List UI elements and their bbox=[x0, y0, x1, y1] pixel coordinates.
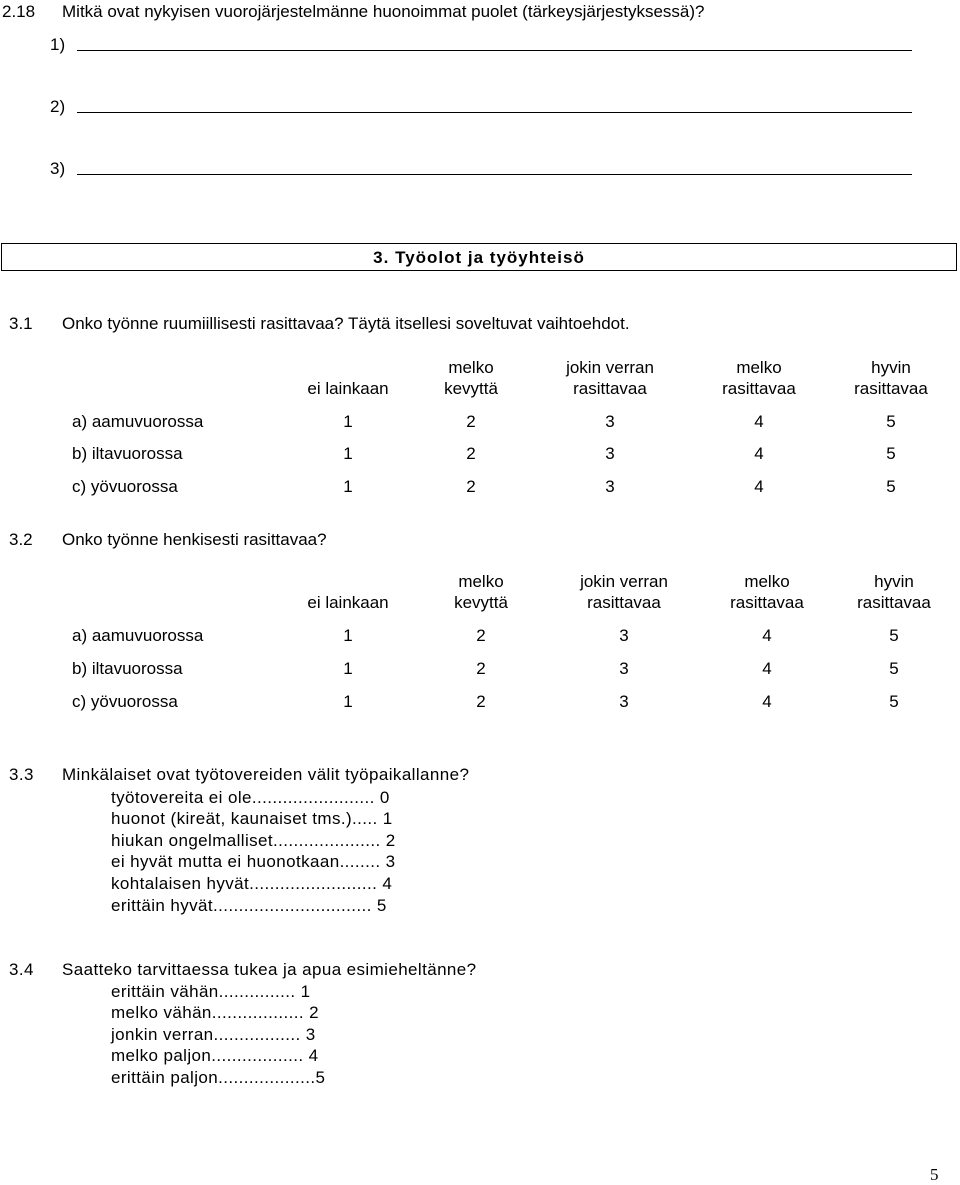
row-label: b) iltavuorossa bbox=[72, 444, 183, 463]
option-3[interactable]: 3 bbox=[605, 444, 615, 463]
column-header: ei lainkaan bbox=[307, 379, 389, 398]
question-number: 3.2 bbox=[9, 530, 33, 549]
option-2[interactable]: 2 bbox=[476, 659, 486, 678]
option-item[interactable]: erittäin paljon...................5 bbox=[111, 1068, 326, 1087]
answer-line-3[interactable] bbox=[77, 174, 912, 175]
option-item[interactable]: melko vähän.................. 2 bbox=[111, 1003, 319, 1022]
option-3[interactable]: 3 bbox=[619, 626, 629, 645]
option-item[interactable]: erittäin hyvät............................... 5 bbox=[111, 896, 387, 915]
option-1[interactable]: 1 bbox=[343, 626, 353, 645]
option-1[interactable]: 1 bbox=[343, 412, 353, 431]
option-4[interactable]: 4 bbox=[754, 477, 764, 496]
option-4[interactable]: 4 bbox=[762, 692, 772, 711]
option-4[interactable]: 4 bbox=[762, 626, 772, 645]
option-2[interactable]: 2 bbox=[476, 692, 486, 711]
answer-label-2: 2) bbox=[50, 97, 66, 116]
option-item[interactable]: erittäin vähän............... 1 bbox=[111, 982, 311, 1001]
option-item[interactable]: melko paljon.................. 4 bbox=[111, 1046, 319, 1065]
column-header: ei lainkaan bbox=[307, 593, 389, 612]
column-header: hyvin rasittavaa bbox=[854, 358, 928, 398]
option-5[interactable]: 5 bbox=[889, 692, 899, 711]
column-header: melko kevyttä bbox=[444, 358, 498, 398]
question-text: Saatteko tarvittaessa tukea ja apua esimieheltänne? bbox=[62, 960, 477, 979]
option-5[interactable]: 5 bbox=[886, 477, 896, 496]
answer-label-3: 3) bbox=[50, 159, 66, 178]
question-text: Onko työnne ruumiillisesti rasittavaa? Täytä itsellesi soveltuvat vaihtoehdot. bbox=[62, 314, 630, 333]
row-label: b) iltavuorossa bbox=[72, 659, 183, 678]
section-title: 3. Työolot ja työyhteisö bbox=[373, 248, 585, 267]
option-2[interactable]: 2 bbox=[466, 444, 476, 463]
row-label: c) yövuorossa bbox=[72, 692, 178, 711]
option-1[interactable]: 1 bbox=[343, 444, 353, 463]
row-label: a) aamuvuorossa bbox=[72, 626, 204, 645]
answer-label-1: 1) bbox=[50, 35, 66, 54]
column-header: jokin verran rasittavaa bbox=[566, 358, 654, 398]
question-text: Mitkä ovat nykyisen vuorojärjestelmänne huonoimmat puolet (tärkeysjärjestyksessä)? bbox=[62, 2, 705, 21]
option-4[interactable]: 4 bbox=[754, 412, 764, 431]
option-1[interactable]: 1 bbox=[343, 477, 353, 496]
column-header: melko rasittavaa bbox=[722, 358, 796, 398]
row-label: a) aamuvuorossa bbox=[72, 412, 204, 431]
option-2[interactable]: 2 bbox=[476, 626, 486, 645]
option-item[interactable]: kohtalaisen hyvät......................... 4 bbox=[111, 874, 393, 893]
question-number: 3.1 bbox=[9, 314, 33, 333]
option-5[interactable]: 5 bbox=[889, 659, 899, 678]
option-item[interactable]: huonot (kireät, kaunaiset tms.)..... 1 bbox=[111, 809, 393, 828]
question-number: 3.3 bbox=[9, 765, 34, 784]
answer-line-1[interactable] bbox=[77, 50, 912, 51]
question-text: Onko työnne henkisesti rasittavaa? bbox=[62, 530, 327, 549]
option-item[interactable]: ei hyvät mutta ei huonotkaan........ 3 bbox=[111, 852, 396, 871]
option-1[interactable]: 1 bbox=[343, 692, 353, 711]
option-5[interactable]: 5 bbox=[889, 626, 899, 645]
option-3[interactable]: 3 bbox=[619, 692, 629, 711]
question-number: 3.4 bbox=[9, 960, 34, 979]
row-label: c) yövuorossa bbox=[72, 477, 178, 496]
option-3[interactable]: 3 bbox=[605, 412, 615, 431]
answer-line-2[interactable] bbox=[77, 112, 912, 113]
option-4[interactable]: 4 bbox=[754, 444, 764, 463]
column-header: jokin verran rasittavaa bbox=[580, 572, 668, 612]
option-5[interactable]: 5 bbox=[886, 444, 896, 463]
option-item[interactable]: hiukan ongelmalliset..................... 2 bbox=[111, 831, 396, 850]
section-header bbox=[1, 243, 957, 271]
question-number: 2.18 bbox=[2, 2, 36, 21]
column-header: melko kevyttä bbox=[454, 572, 508, 612]
page-number: 5 bbox=[930, 1165, 939, 1184]
option-item[interactable]: työtovereita ei ole........................ 0 bbox=[111, 788, 390, 807]
option-3[interactable]: 3 bbox=[605, 477, 615, 496]
option-3[interactable]: 3 bbox=[619, 659, 629, 678]
option-1[interactable]: 1 bbox=[343, 659, 353, 678]
option-2[interactable]: 2 bbox=[466, 412, 476, 431]
option-2[interactable]: 2 bbox=[466, 477, 476, 496]
column-header: melko rasittavaa bbox=[730, 572, 804, 612]
option-4[interactable]: 4 bbox=[762, 659, 772, 678]
question-text: Minkälaiset ovat työtovereiden välit työpaikallanne? bbox=[62, 765, 470, 784]
option-item[interactable]: jonkin verran................. 3 bbox=[111, 1025, 316, 1044]
option-5[interactable]: 5 bbox=[886, 412, 896, 431]
column-header: hyvin rasittavaa bbox=[857, 572, 931, 612]
